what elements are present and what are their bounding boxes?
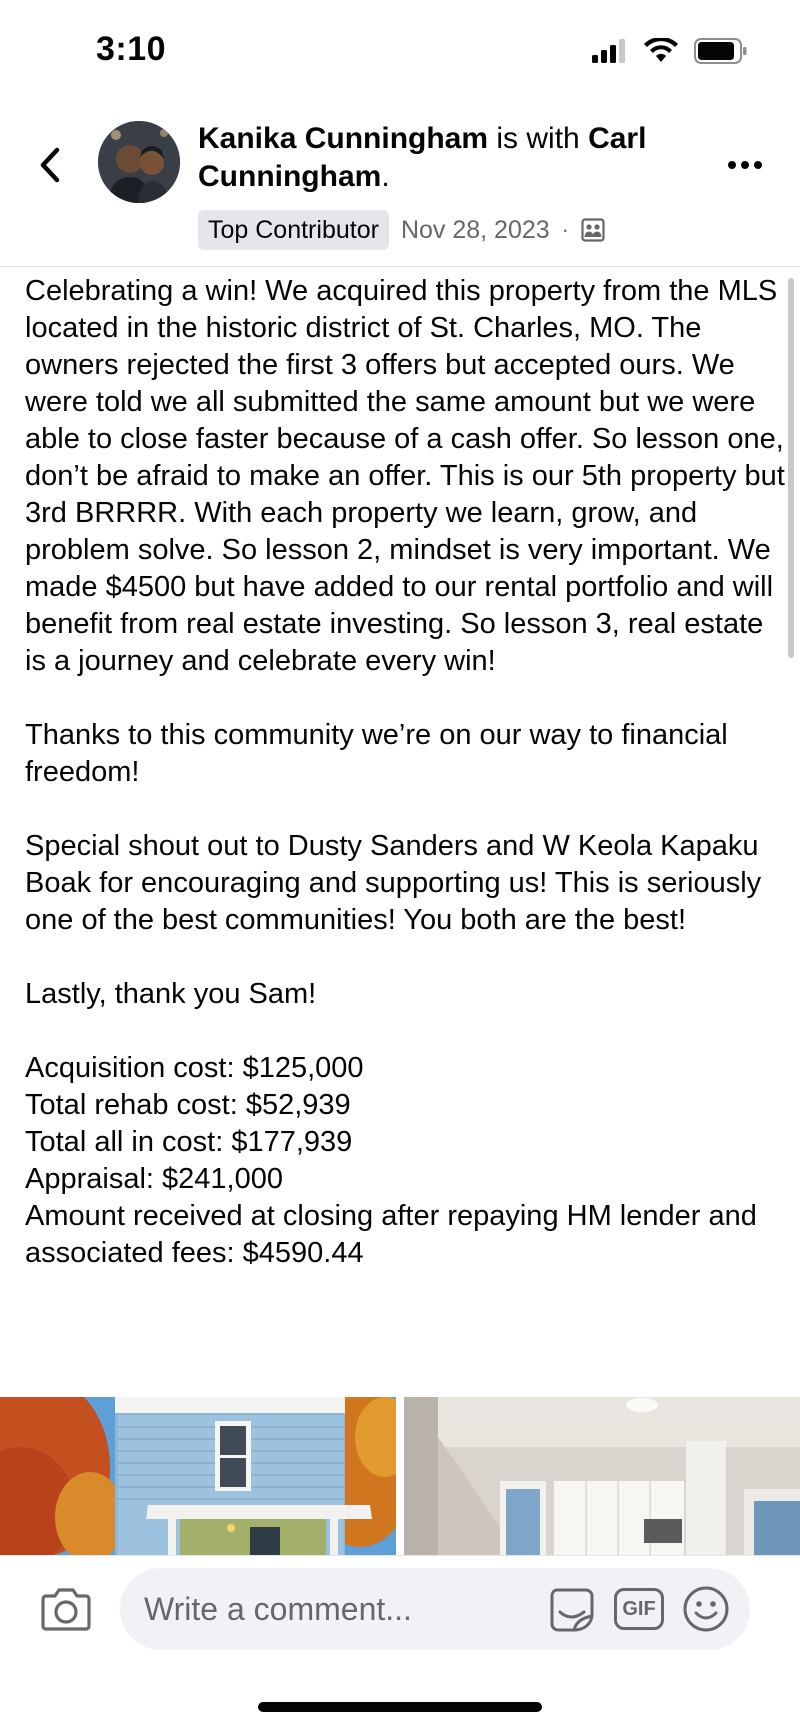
house-exterior-image — [0, 1397, 396, 1555]
cost-line: Acquisition cost: $125,000 — [25, 1052, 364, 1084]
contributor-badge[interactable]: Top Contributor — [198, 210, 389, 250]
post-paragraph: Thanks to this community we’re on our way to financial freedom! — [25, 719, 728, 788]
status-bar — [0, 0, 800, 100]
gif-button[interactable] — [614, 1588, 664, 1630]
header-divider — [0, 266, 800, 267]
camera-icon — [40, 1586, 92, 1632]
status-time: 3:10 — [96, 30, 167, 68]
cost-line: Amount received at closing after repaying HM lender and associated fees: $4590.44 — [25, 1200, 757, 1269]
cost-line: Total all in cost: $177,939 — [25, 1126, 353, 1158]
wifi-icon — [644, 38, 678, 64]
post-paragraph: Celebrating a win! We acquired this property from the MLS located in the historic district of St. Charles, MO. The owners rejected the first 3 offers but accepted ours. We were told we all submitted the same amount but we were able to close faster because of a cash offer. So lesson one, don’t be afraid to make an offer. This is our 5th property but 3rd BRRRR. With each property we learn, grow, and problem solve. So lesson 2, mindset is very important. We made $4500 but have added to our rental portfolio and will benefit from real estate investing. So lesson 3, real estate is a journey and celebrate every win! — [25, 275, 785, 677]
home-indicator[interactable] — [258, 1702, 542, 1712]
cost-line: Appraisal: $241,000 — [25, 1163, 283, 1195]
sticker-icon[interactable] — [546, 1584, 596, 1634]
paragraph-gap — [25, 1013, 785, 1050]
post-body — [25, 273, 785, 1272]
more-options-icon — [754, 161, 762, 169]
house-interior-photo[interactable] — [404, 1397, 800, 1555]
author-line — [198, 120, 698, 196]
author-avatar[interactable] — [98, 121, 180, 203]
post-paragraph: Lastly, thank you Sam! — [25, 978, 317, 1010]
author-name[interactable]: Kanika Cunningham — [198, 122, 489, 155]
comment-input[interactable] — [120, 1568, 750, 1650]
post-header — [0, 110, 800, 266]
post-date[interactable]: Nov 28, 2023 — [400, 215, 550, 244]
signal-icon — [592, 39, 628, 63]
post-meta — [198, 210, 605, 250]
battery-icon — [694, 38, 748, 64]
cost-line: Total rehab cost: $52,939 — [25, 1089, 351, 1121]
paragraph-gap — [25, 791, 785, 828]
group-audience-icon — [581, 218, 605, 242]
tagged-name[interactable]: Carl Cunningham — [198, 122, 647, 193]
with-connector: is with — [488, 122, 589, 155]
comment-input-icons — [546, 1584, 730, 1634]
post-paragraph: Special shout out to Dusty Sanders and W Keola Kapaku Boak for encouraging and supporting us! This is seriously one of the best communities! You both are the best! — [25, 830, 762, 936]
camera-button[interactable] — [40, 1586, 92, 1636]
post-photos — [0, 1397, 800, 1555]
more-options-button[interactable] — [720, 150, 770, 180]
more-options-icon — [728, 161, 736, 169]
avatar-photo — [98, 121, 180, 203]
meta-separator: · — [561, 217, 569, 242]
back-button[interactable] — [30, 140, 70, 190]
paragraph-gap — [25, 939, 785, 976]
paragraph-gap — [25, 680, 785, 717]
emoji-icon[interactable] — [682, 1585, 730, 1633]
house-exterior-photo[interactable] — [0, 1397, 396, 1555]
comment-bar — [0, 1555, 800, 1665]
house-interior-image — [404, 1397, 800, 1555]
chevron-left-icon — [37, 146, 63, 184]
tagged-suffix: . — [381, 160, 390, 193]
more-options-icon — [741, 161, 749, 169]
scrollbar[interactable] — [788, 278, 794, 658]
comment-placeholder: Write a comment... — [144, 1591, 412, 1627]
gif-label: GIF — [622, 1597, 656, 1620]
status-icons — [592, 38, 748, 64]
